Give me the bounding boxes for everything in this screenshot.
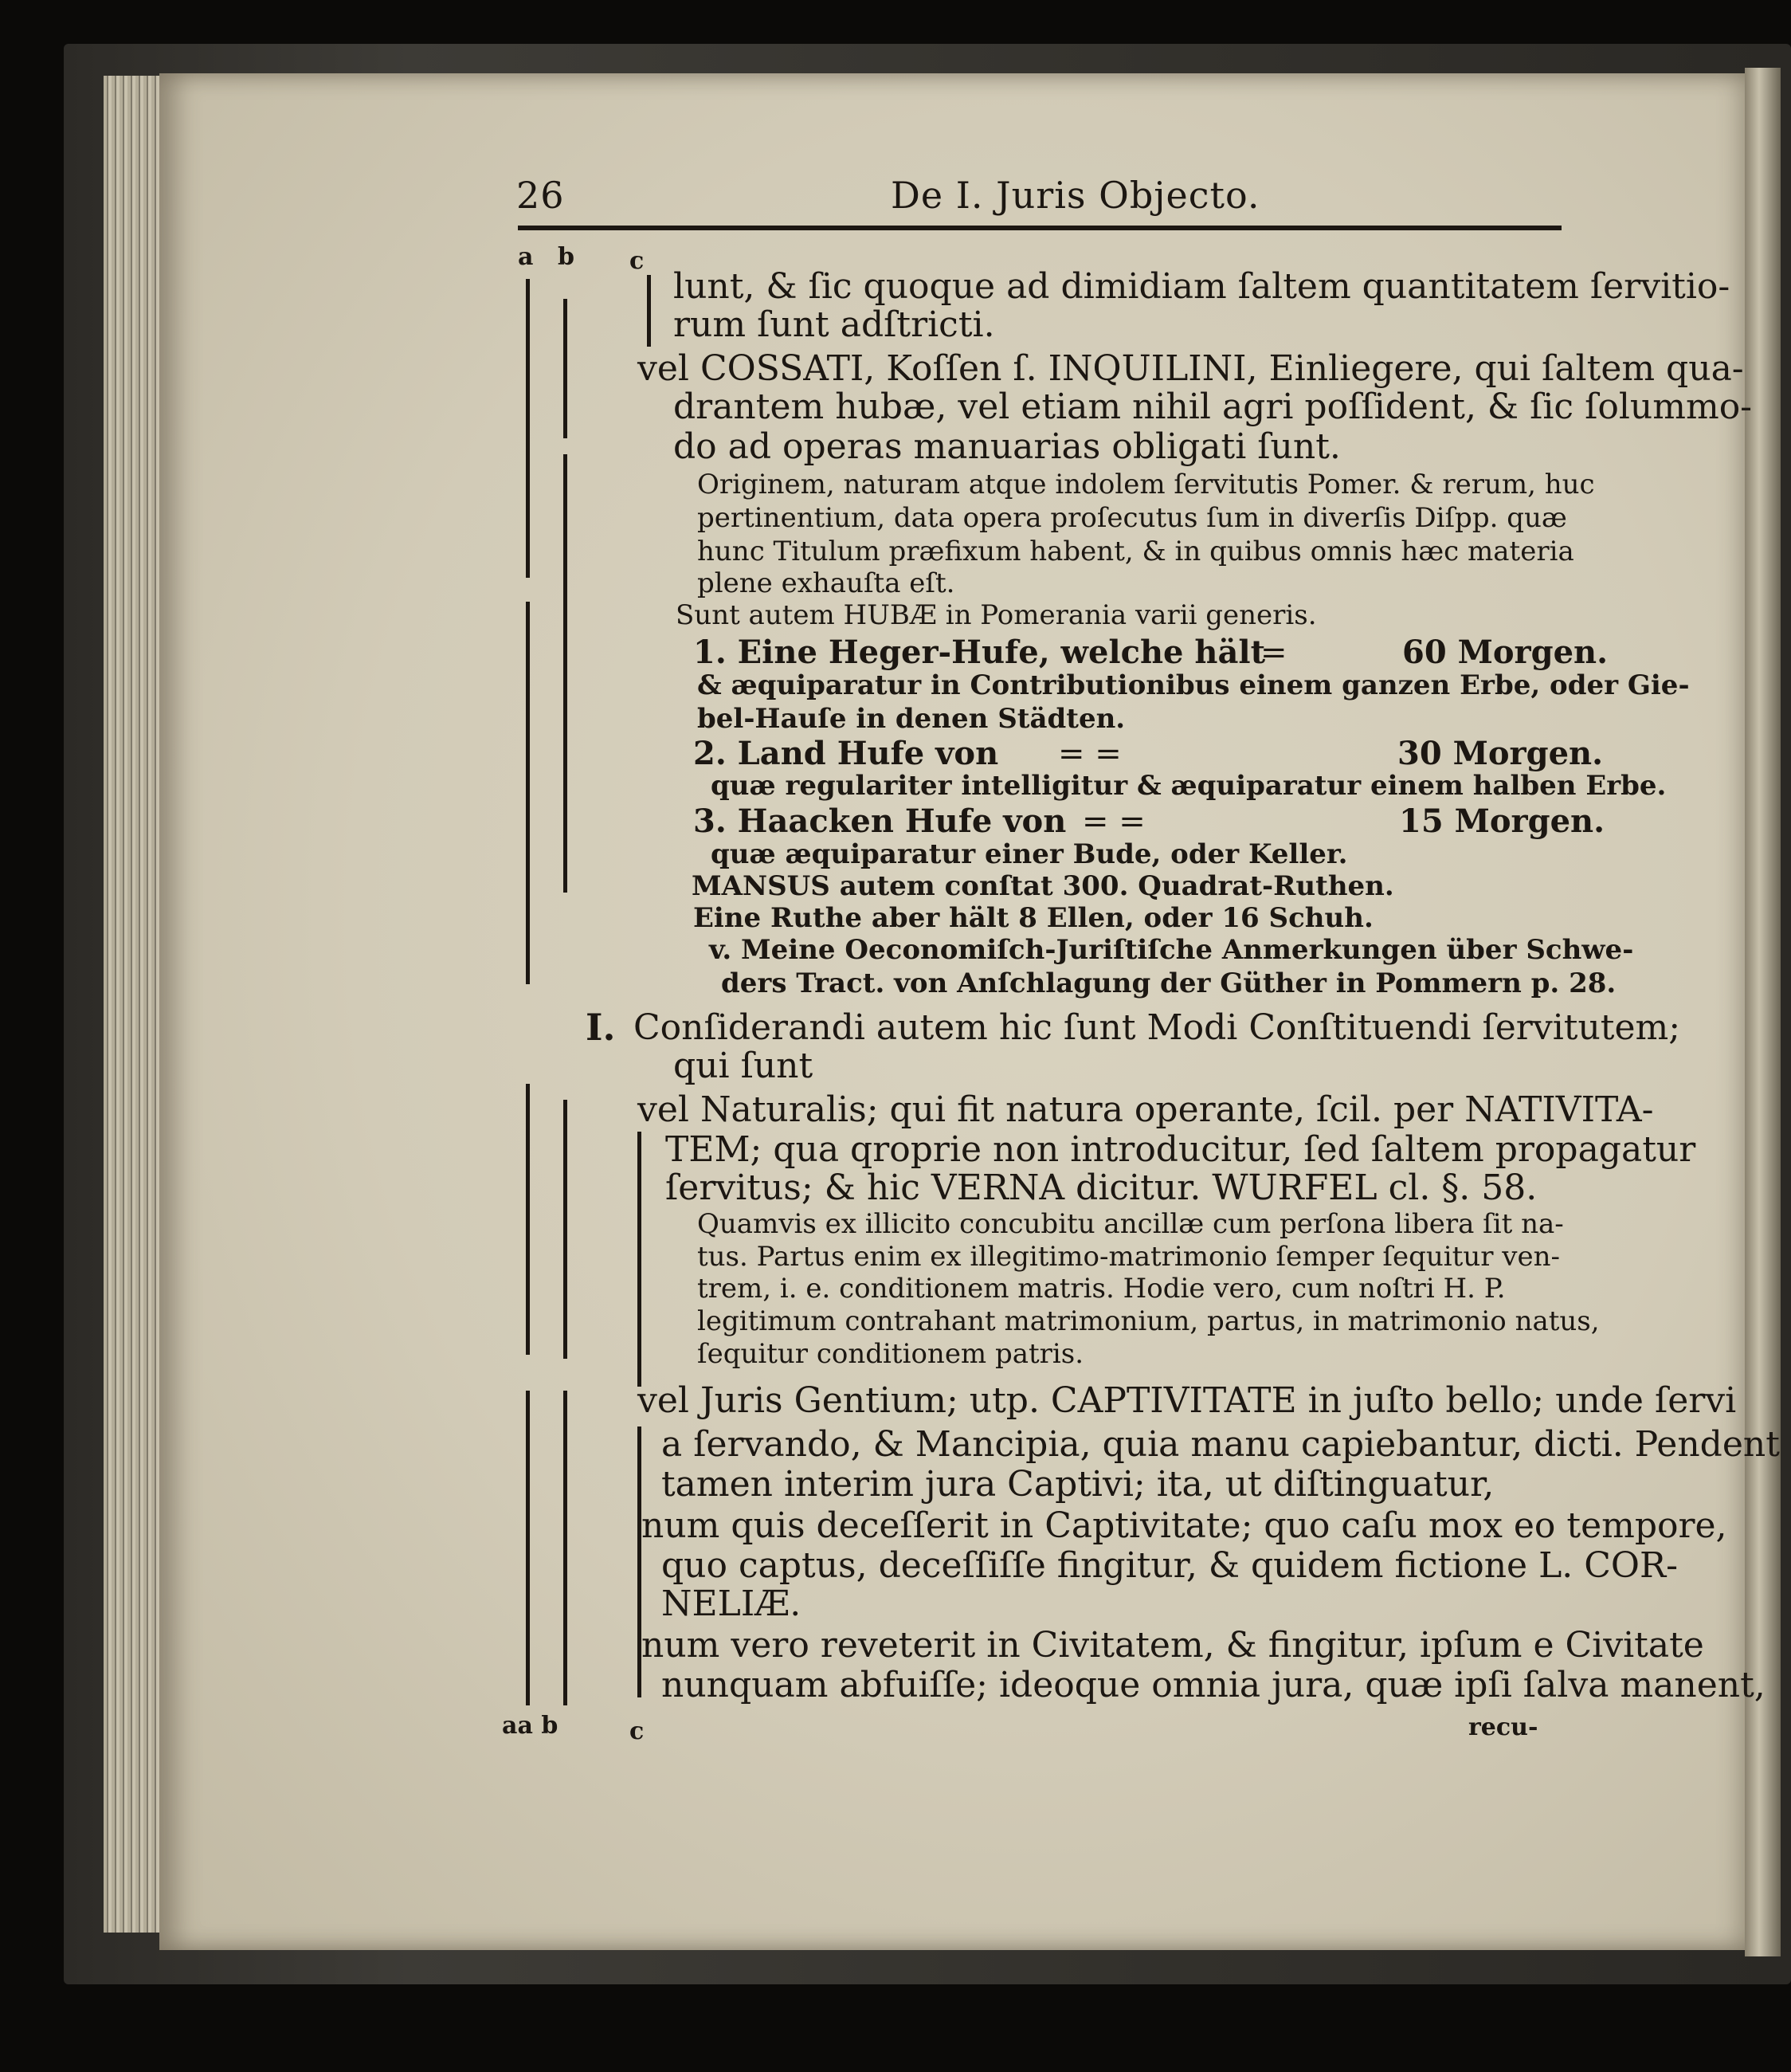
bracket-bar bbox=[526, 602, 530, 984]
running-title: De I. Juris Objecto. bbox=[891, 174, 1260, 217]
text-line: vel Juris Gentium; utp. CAPTIVITATE in juſto bello; unde ſervi bbox=[637, 1380, 1737, 1421]
column-letters-bottom: aa b bbox=[502, 1712, 558, 1740]
text-line: v. Meine Oeconomiſch-Juriſtiſche Anmerkungen über Schwe- bbox=[709, 934, 1634, 966]
table-dots: = = bbox=[1058, 736, 1122, 772]
text-line: lunt, & ſic quoque ad dimidiam ſaltem quantitatem ſervitio- bbox=[673, 266, 1730, 307]
page-number: 26 bbox=[516, 174, 565, 217]
catchword: recu- bbox=[1468, 1713, 1538, 1741]
text-line: nunquam abfuiſſe; ideoque omnia jura, quæ ipſi ſalva manent, bbox=[661, 1665, 1766, 1705]
bracket-bar bbox=[526, 279, 530, 578]
text-line: vel COSSATI, Koſſen ſ. INQUILINI, Einliegere, qui ſaltem qua- bbox=[637, 348, 1744, 389]
bracket-bar bbox=[563, 454, 567, 893]
table-item: 1. Eine Heger-Hufe, welche hält bbox=[693, 634, 1266, 671]
text-line: quæ regulariter intelligitur & æquiparatur einem halben Erbe. bbox=[711, 770, 1667, 802]
bracket-bar bbox=[647, 275, 651, 347]
table-item: 3. Haacken Hufe von bbox=[693, 803, 1067, 840]
note-line: Originem, naturam atque indolem ſervitutis Pomer. & rerum, huc bbox=[697, 469, 1595, 500]
bracket-bar bbox=[563, 299, 567, 438]
note-line: tus. Partus enim ex illegitimo-matrimonio ſemper ſequitur ven- bbox=[697, 1241, 1561, 1273]
text-line: NELIÆ. bbox=[661, 1583, 801, 1624]
column-letter-b: b bbox=[558, 243, 574, 271]
note-line: trem, i. e. conditionem matris. Hodie vero, cum noſtri H. P. bbox=[697, 1273, 1506, 1305]
note-line: pertinentium, data opera proſecutus ſum in diverſis Diſpp. quæ bbox=[697, 502, 1567, 534]
text-line: ſervitus; & hic VERNA dicitur. WURFEL cl. §. 58. bbox=[665, 1167, 1538, 1208]
section-numeral: I. bbox=[586, 1006, 616, 1049]
text-line: tamen interim jura Captivi; ita, ut diſtinguatur, bbox=[661, 1464, 1495, 1505]
note-line: ſequitur conditionem patris. bbox=[697, 1338, 1084, 1370]
text-line: rum ſunt adſtricti. bbox=[673, 304, 995, 345]
table-value: 60 Morgen. bbox=[1402, 634, 1609, 671]
text-line: do ad operas manuarias obligati ſunt. bbox=[673, 426, 1341, 467]
note-line: Sunt autem HUBÆ in Pomerania varii generis. bbox=[676, 599, 1317, 631]
bracket-bar bbox=[637, 1132, 641, 1387]
text-line: quo captus, deceſſiſſe fingitur, & quidem fictione L. COR- bbox=[661, 1545, 1678, 1586]
note-line: Quamvis ex illicito concubitu ancillæ cum perſona libera ſit na- bbox=[697, 1208, 1564, 1240]
text-line: & æquiparatur in Contributionibus einem ganzen Erbe, oder Gie- bbox=[697, 669, 1690, 701]
column-letter-a: a bbox=[518, 243, 534, 271]
column-letter-c: c bbox=[629, 247, 645, 275]
text-line: a ſervando, & Mancipia, quia manu capiebantur, dicti. Pendent bbox=[661, 1424, 1780, 1465]
bracket-bar bbox=[563, 1391, 567, 1705]
table-value: 15 Morgen. bbox=[1399, 803, 1605, 840]
table-dots: = bbox=[1260, 634, 1287, 671]
table-value: 30 Morgen. bbox=[1397, 735, 1604, 772]
column-letter-c-bottom: c bbox=[629, 1717, 645, 1745]
note-line: hunc Titulum præfixum habent, & in quibus omnis hæc materia bbox=[697, 536, 1574, 567]
table-dots: = = bbox=[1082, 803, 1146, 840]
text-line: Conſiderandi autem hic ſunt Modi Conſtituendi ſervitutem; bbox=[633, 1007, 1681, 1048]
bracket-bar bbox=[526, 1084, 530, 1355]
header-rule bbox=[518, 226, 1562, 230]
note-line: legitimum contrahant matrimonium, partus, in matrimonio natus, bbox=[697, 1305, 1600, 1337]
table-item: 2. Land Hufe von bbox=[693, 735, 999, 772]
text-line: TEM; qua qroprie non introducitur, ſed ſaltem propagatur bbox=[665, 1129, 1696, 1170]
text-line: qui ſunt bbox=[673, 1046, 813, 1086]
text-line: quæ æquiparatur einer Bude, oder Keller. bbox=[711, 838, 1348, 870]
text-line: num vero reveterit in Civitatem, & fingitur, ipſum e Civitate bbox=[641, 1625, 1704, 1666]
text-line: drantem hubæ, vel etiam nihil agri poſſident, & ſic ſolummo- bbox=[673, 387, 1753, 427]
text-line: ders Tract. von Anſchlagung der Güther in Pommern p. 28. bbox=[721, 967, 1617, 999]
note-line: plene exhauſta eſt. bbox=[697, 567, 955, 599]
text-line: bel-Hauſe in denen Städten. bbox=[697, 703, 1126, 735]
text-line: MANSUS autem conſtat 300. Quadrat-Ruthen. bbox=[692, 870, 1394, 902]
text-line: vel Naturalis; qui fit natura operante, ſcil. per NATIVITA- bbox=[637, 1089, 1654, 1130]
bracket-bar bbox=[563, 1100, 567, 1359]
bracket-bar bbox=[526, 1391, 530, 1705]
text-line: Eine Ruthe aber hält 8 Ellen, oder 16 Schuh. bbox=[693, 902, 1374, 934]
text-line: num quis deceſſerit in Captivitate; quo caſu mox eo tempore, bbox=[641, 1505, 1727, 1546]
